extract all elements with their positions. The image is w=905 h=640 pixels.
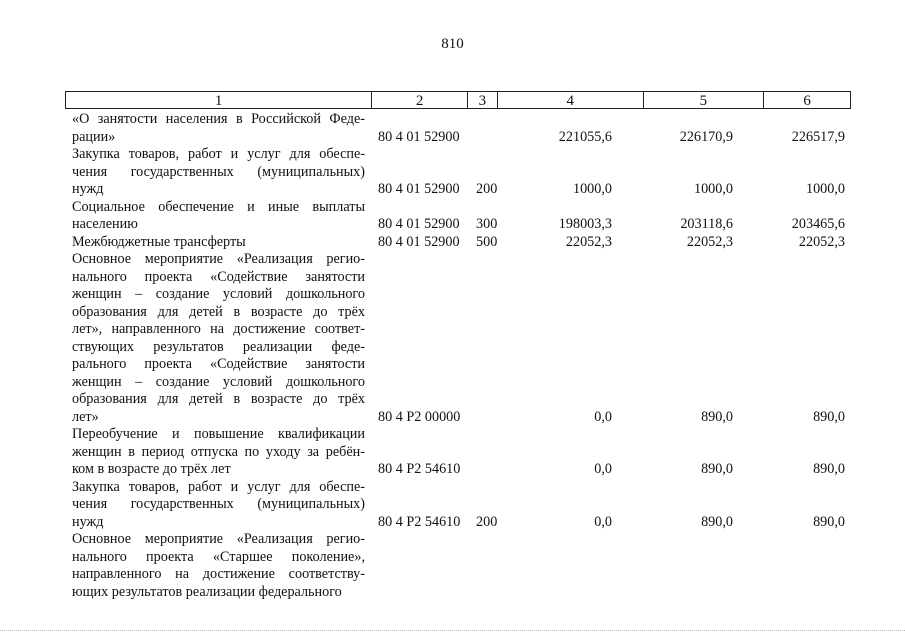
description-line: лет», направленного на достижение соответ- bbox=[72, 321, 365, 337]
description-line: Закупка товаров, работ и услуг для обеспе- bbox=[72, 146, 365, 162]
description-line: Межбюджетные трансферты bbox=[72, 233, 246, 250]
value-col-4: 0,0 bbox=[594, 461, 612, 477]
value-col-4: 221055,6 bbox=[558, 128, 612, 145]
description-line: ющих результатов реализации федерального bbox=[72, 583, 342, 600]
header-col-6: 6 bbox=[803, 93, 811, 109]
description-line: женщин в период отпуска по уходу за ребён- bbox=[72, 443, 365, 460]
table-row bbox=[0, 234, 905, 252]
page-bottom-edge bbox=[0, 630, 905, 633]
expense-type: 300 bbox=[476, 216, 498, 232]
value-col-5: 1000,0 bbox=[693, 181, 733, 197]
row-description bbox=[72, 111, 365, 146]
table-row bbox=[0, 426, 905, 479]
value-col-4: 0,0 bbox=[594, 408, 612, 425]
description-line: ком в возрасте до трёх лет bbox=[72, 461, 231, 477]
budget-code: 80 4 P2 00000 bbox=[378, 408, 461, 425]
table-body bbox=[0, 111, 905, 601]
row-description bbox=[72, 531, 365, 601]
description-line: нального проекта «Содействие занятости bbox=[72, 268, 365, 285]
value-col-5: 203118,6 bbox=[680, 216, 733, 232]
value-col-6: 226517,9 bbox=[791, 128, 845, 145]
table-row bbox=[0, 146, 905, 199]
description-line: «О занятости населения в Российской Феде- bbox=[72, 111, 365, 127]
budget-code: 80 4 01 52900 bbox=[378, 181, 460, 197]
value-col-5: 226170,9 bbox=[679, 128, 733, 145]
value-col-4: 198003,3 bbox=[558, 216, 612, 232]
table-row bbox=[0, 111, 905, 146]
header-col-3: 3 bbox=[468, 92, 498, 108]
expense-type: 500 bbox=[476, 233, 498, 250]
description-line: рального проекта «Содействие занятости bbox=[72, 356, 365, 372]
description-line: нального проекта «Старшее поколение», bbox=[72, 548, 365, 565]
row-description bbox=[72, 251, 365, 426]
description-line: Социальное обеспечение и иные выплаты bbox=[72, 198, 365, 215]
table-row bbox=[0, 199, 905, 234]
budget-code: 80 4 01 52900 bbox=[378, 128, 460, 145]
description-line: женщин – создание условий дошкольного bbox=[72, 286, 365, 302]
table-header bbox=[65, 91, 851, 109]
description-line: рации» bbox=[72, 128, 116, 145]
value-col-6: 890,0 bbox=[813, 461, 845, 477]
description-line: Закупка товаров, работ и услуг для обеспе- bbox=[72, 478, 365, 495]
description-line: образования для детей в возрасте до трёх bbox=[72, 391, 365, 407]
description-line: ствующих результатов реализации феде- bbox=[72, 338, 365, 355]
description-line: чения государственных (муниципальных) bbox=[72, 496, 365, 512]
row-description bbox=[72, 146, 365, 199]
description-line: нужд bbox=[72, 513, 104, 530]
expense-type: 200 bbox=[476, 181, 498, 197]
table-row bbox=[0, 531, 905, 601]
value-col-6: 203465,6 bbox=[791, 216, 845, 232]
budget-code: 80 4 01 52900 bbox=[378, 233, 460, 250]
value-col-4: 1000,0 bbox=[572, 181, 612, 197]
expense-type: 200 bbox=[476, 513, 498, 530]
value-col-6: 22052,3 bbox=[798, 233, 845, 250]
value-col-5: 890,0 bbox=[701, 461, 733, 477]
description-line: нужд bbox=[72, 181, 104, 197]
value-col-5: 22052,3 bbox=[686, 233, 733, 250]
value-col-5: 890,0 bbox=[701, 408, 733, 425]
row-description bbox=[72, 426, 365, 479]
budget-code: 80 4 P2 54610 bbox=[378, 461, 461, 477]
description-line: лет» bbox=[72, 408, 99, 425]
header-col-5: 5 bbox=[644, 92, 765, 108]
header-col-2: 2 bbox=[372, 92, 468, 108]
description-line: женщин – создание условий дошкольного bbox=[72, 373, 365, 390]
description-line: населению bbox=[72, 216, 138, 232]
row-description bbox=[72, 234, 365, 252]
budget-code: 80 4 01 52900 bbox=[378, 216, 460, 232]
page-number: 810 bbox=[441, 36, 464, 52]
table-row bbox=[0, 479, 905, 532]
value-col-4: 0,0 bbox=[594, 513, 612, 530]
description-line: Переобучение и повышение квалификации bbox=[72, 426, 365, 442]
value-col-6: 890,0 bbox=[813, 408, 845, 425]
value-col-4: 22052,3 bbox=[565, 233, 612, 250]
description-line: образования для детей в возрасте до трёх bbox=[72, 303, 365, 320]
description-line: Основное мероприятие «Реализация регио- bbox=[72, 251, 365, 267]
value-col-6: 890,0 bbox=[813, 513, 845, 530]
row-description bbox=[72, 479, 365, 532]
header-col-1: 1 bbox=[66, 92, 372, 108]
description-line: направленного на достижение соответству- bbox=[72, 566, 365, 582]
value-col-5: 890,0 bbox=[701, 513, 733, 530]
budget-code: 80 4 P2 54610 bbox=[378, 513, 461, 530]
table-row bbox=[0, 251, 905, 426]
description-line: чения государственных (муниципальных) bbox=[72, 163, 365, 180]
value-col-6: 1000,0 bbox=[805, 181, 845, 197]
header-col-4: 4 bbox=[498, 92, 644, 108]
description-line: Основное мероприятие «Реализация регио- bbox=[72, 531, 365, 547]
row-description bbox=[72, 199, 365, 234]
